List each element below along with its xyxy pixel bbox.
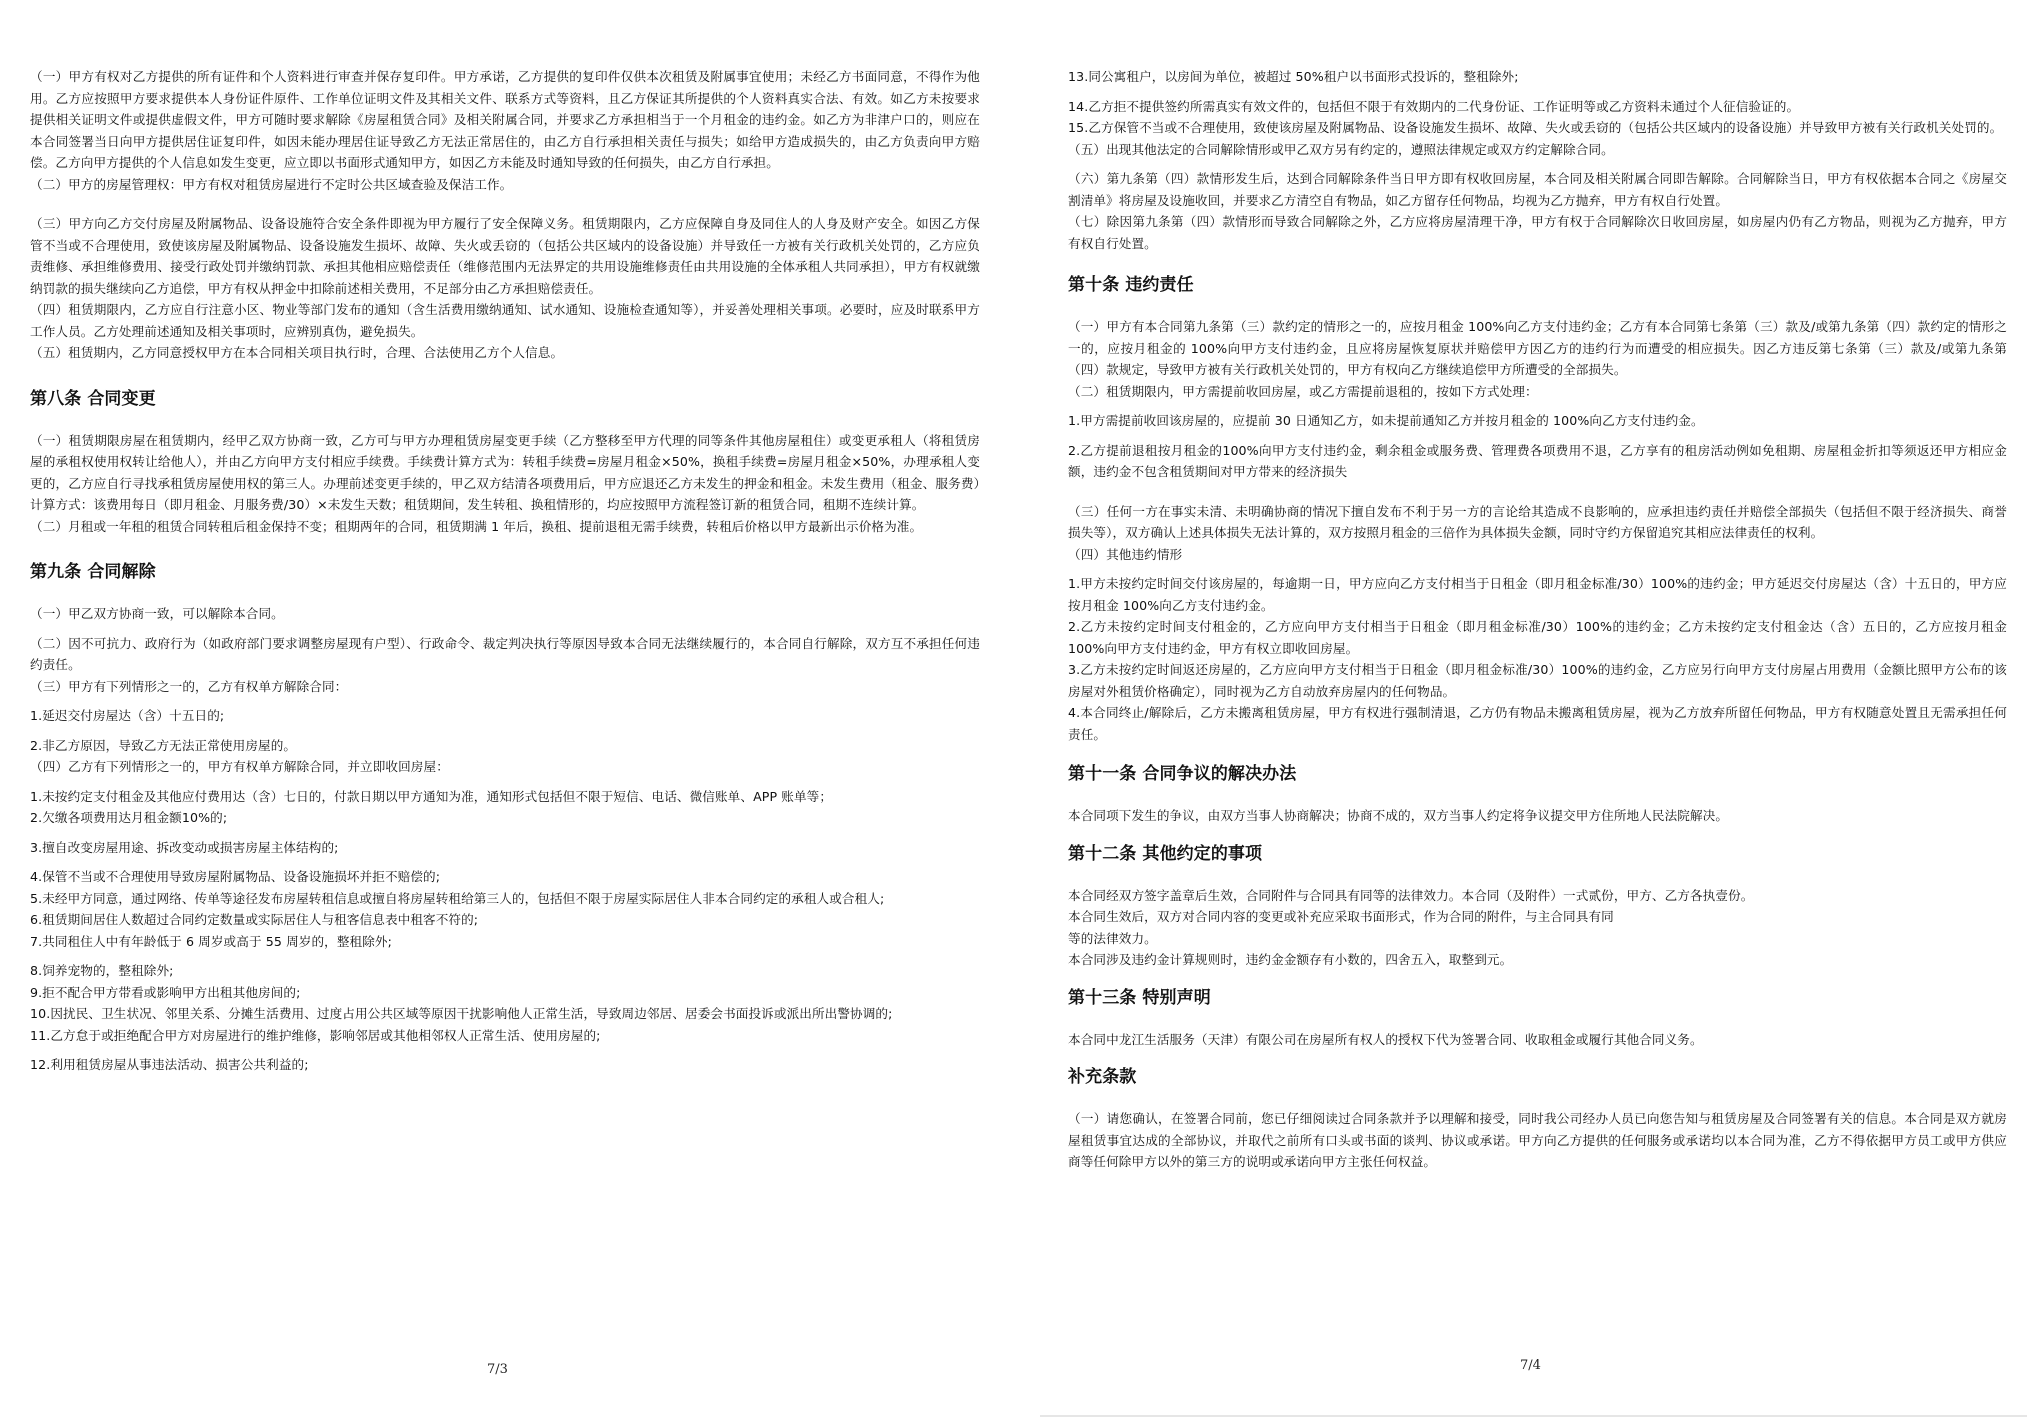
paragraph: （四）其他违约情形 (1068, 546, 1183, 562)
list-item: （七）除因第九条第（四）款情形而导致合同解除之外，乙方应将房屋清理干净，甲方有权于合同解除次日收回房屋，如房屋内仍有乙方物品，则视为乙方抛弃，甲方有权自行处置。 (1068, 214, 2007, 251)
paragraph: 本合同项下发生的争议，由双方当事人协商解决；协商不成的，双方当事人约定将争议提交甲方住所地人民法院解决。 (1068, 808, 1729, 823)
list-item: 15.乙方保管不当或不合理使用，致使该房屋及附属物品、设备设施发生损坏、故障、失火或丢窃的（包括公共区域内的设备设施）并导致甲方被有关行政机关处罚的。 (1068, 120, 2003, 135)
list-item: 13.同公寓租户，以房间为单位，被超过 50%租户以书面形式投诉的，整租除外; (1068, 69, 1519, 84)
list-item: 3.擅自改变房屋用途、拆改变动或损害房屋主体结构的; (30, 839, 339, 855)
paragraph: 1.甲方需提前收回该房屋的，应提前 30 日通知乙方，如未提前通知乙方并按月租金的 100%向乙方支付违约金。 (1068, 413, 1704, 428)
page-body (30, 66, 980, 1076)
section-heading-art11: 第十一条 合同争议的解决办法 (1068, 764, 1297, 784)
list-item: 7.共同租住人中有年龄低于 6 周岁或高于 55 周岁的，整租除外; (30, 933, 392, 949)
section-heading-art13: 第十三条 特别声明 (1068, 987, 1211, 1008)
section-heading-art10: 第十条 违约责任 (1068, 275, 1194, 295)
list-item: 12.利用租赁房屋从事违法活动、损害公共利益的; (30, 1057, 309, 1072)
paragraph: （一）租赁期限房屋在租赁期内，经甲乙双方协商一致，乙方可与甲方办理租赁房屋变更手续（乙方整移至甲方代理的同等条件其他房屋租住）或变更承租人（将租赁房屋的承租权使用权转让给他人），并由乙方向甲方支付相应手续费。手续费计算方式为：转租手续费=房屋月租金×50%，换租手续费=房屋月租金×50%，办理承租人变更的，乙方应自行寻找承租赁房屋使用权的第三人。办理前述变更手续的，甲乙双方结清各项费用后，甲方应退还乙方未发生的押金和租金。未发生费用（租金、服务费）计算方式：该费用每日（即月租金、月服务费/30）×未发生天数；租赁期间，发生转租、换租情形的，均应按照甲方流程签订新的租赁合同，租期不连续计算。 (30, 432, 980, 512)
section-heading-art9: 第九条 合同解除 (30, 562, 156, 582)
paragraph: （四）租赁期限内，乙方应自行注意小区、物业等部门发布的通知（含生活费用缴纳通知、试水通知、设施检查通知等），并妥善处理相关事项。必要时，应及时联系甲方工作人员。乙方处理前述通知及相关事项时，应辨别真伪，避免损失。 (30, 302, 980, 339)
paragraph: 等的法律效力。 (1068, 930, 1157, 946)
page-body (1068, 66, 2007, 1173)
paragraph: 本合同经双方签字盖章后生效，合同附件与合同具有同等的法律效力。本合同（及附件）一式贰份，甲方、乙方各执壹份。 (1068, 887, 1754, 903)
list-item: 11.乙方怠于或拒绝配合甲方对房屋进行的维护维修，影响邻居或其他相邻权人正常生活、使用房屋的; (30, 1027, 601, 1043)
page-number: 7/3 (487, 1362, 508, 1377)
list-item: （二）因不可抗力、政府行为（如政府部门要求调整房屋现有户型）、行政命令、裁定判决执行等原因导致本合同无法继续履行的，本合同自行解除，双方互不承担任何违约责任。 (30, 635, 980, 672)
contract-page-right (1040, 0, 2027, 1417)
paragraph: （二）甲方的房屋管理权：甲方有权对租赁房屋进行不定时公共区域查验及保洁工作。 (30, 176, 513, 192)
list-item: 10.因扰民、卫生状况、邻里关系、分摊生活费用、过度占用公共区域等原因干扰影响他人正常生活，导致周边邻居、居委会书面投诉或派出所出警协调的; (30, 1006, 893, 1021)
list-item: 2.非乙方原因，导致乙方无法正常使用房屋的。 (30, 737, 297, 753)
paragraph: （二）租赁期限内，甲方需提前收回房屋，或乙方需提前退租的，按如下方式处理： (1068, 383, 1538, 399)
list-item: 2.欠缴各项费用达月租金额10%的; (30, 810, 228, 825)
page-number: 7/4 (1520, 1358, 1541, 1373)
list-item: （一）甲乙双方协商一致，可以解除本合同。 (30, 606, 284, 621)
list-item: 6.租赁期间居住人数超过合同约定数量或实际居住人与租客信息表中租客不符的; (30, 912, 479, 927)
list-item: 1.未按约定支付租金及其他应付费用达（含）七日的，付款日期以甲方通知为准，通知形式包括但不限于短信、电话、微信账单、APP 账单等； (30, 788, 833, 804)
paragraph: （一）请您确认，在签署合同前，您已仔细阅读过合同条款并予以理解和接受，同时我公司经办人员已向您告知与租赁房屋及合同签署有关的信息。本合同是双方就房屋租赁事宜达成的全部协议，并取代之前所有口头或书面的谈判、协议或承诺。甲方向乙方提供的任何服务或承诺均以本合同为准，乙方不得依据甲方员工或甲方供应商等任何除甲方以外的第三方的说明或承诺向甲方主张任何权益。 (1068, 1111, 2007, 1169)
list-item: （五）出现其他法定的合同解除情形或甲乙双方另有约定的，遵照法律规定或双方约定解除合同。 (1068, 141, 1614, 157)
paragraph: 2.乙方未按约定时间支付租金的，乙方应向甲方支付相当于日租金（即月租金标准/30）100%的违约金；乙方未按约定支付租金达（含）五日的，乙方应按月租金 100%向甲方支付违约金，甲方有权立即收回房屋。 (1068, 619, 2007, 656)
paragraph: 本合同中龙江生活服务（天津）有限公司在房屋所有权人的授权下代为签署合同、收取租金或履行其他合同义务。 (1068, 1031, 1703, 1047)
list-item: 14.乙方拒不提供签约所需真实有效文件的，包括但不限于有效期内的二代身份证、工作证明等或乙方资料未通过个人征信验证的。 (1068, 98, 1800, 114)
paragraph: （二）月租或一年租的租赁合同转租后租金保持不变；租期两年的合同，租赁期满 1 年后，换租、提前退租无需手续费，转租后价格以甲方最新出示价格为准。 (30, 518, 923, 534)
paragraph: 本合同涉及违约金计算规则时，违约金金额存有小数的，四舍五入，取整到元。 (1068, 952, 1513, 967)
list-item: （六）第九条第（四）款情形发生后，达到合同解除条件当日甲方即有权收回房屋，本合同及相关附属合同即告解除。合同解除当日，甲方有权依据本合同之《房屋交割清单》将房屋及设施收回，并要求乙方清空自有物品，如乙方留存任何物品，均视为乙方抛弃，甲方有权自行处置。 (1068, 171, 2007, 208)
section-heading-art12: 第十二条 其他约定的事项 (1068, 843, 1263, 864)
paragraph: 本合同生效后，双方对合同内容的变更或补充应采取书面形式，作为合同的附件，与主合同具有同 (1068, 909, 1614, 924)
list-item: （四）乙方有下列情形之一的，甲方有权单方解除合同，并立即收回房屋： (30, 759, 449, 774)
page-gutter (1010, 0, 1040, 1417)
list-item: 5.未经甲方同意，通过网络、传单等途径发布房屋转租信息或擅自将房屋转租给第三人的，包括但不限于房屋实际居住人非本合同约定的承租人或合租人; (30, 890, 885, 906)
list-item: 9.拒不配合甲方带看或影响甲方出租其他房间的; (30, 984, 301, 1000)
paragraph: 1.甲方未按约定时间交付该房屋的，每逾期一日，甲方应向乙方支付相当于日租金（即月租金标准/30）100%的违约金；甲方延迟交付房屋达（含）十五日的，甲方应按月租金 100%向乙方支付违约金。 (1068, 576, 2007, 613)
paragraph: 2.乙方提前退租按月租金的100%向甲方支付违约金，剩余租金或服务费、管理费各项费用不退，乙方享有的租房活动例如免租期、房屋租金折扣等须返还甲方相应金额，违约金不包含租赁期间对甲方带来的经济损失 (1068, 442, 2007, 479)
list-item: 1.延迟交付房屋达（含）十五日的; (30, 708, 225, 723)
section-heading-supplement: 补充条款 (1068, 1067, 1137, 1087)
list-item: （三）甲方有下列情形之一的，乙方有权单方解除合同： (30, 678, 348, 694)
paragraph: （一）甲方有本合同第九条第（三）款约定的情形之一的，应按月租金 100%向乙方支付违约金；乙方有本合同第七条第（三）款及/或第九条第（四）款约定的情形之一的，应按月租金的 100%向甲方支付违约金，且应将房屋恢复原状并赔偿甲方因乙方的违约行为而遭受的相应损失。因乙方违反第七条第（三）款及/或第九条第（四）款规定，导致甲方被有关行政机关处罚的，甲方有权向乙方继续追偿甲方所遭受的全部损失。 (1068, 319, 2007, 377)
contract-page-left (0, 0, 1010, 1417)
section-heading-art8: 第八条 合同变更 (30, 388, 156, 409)
paragraph: （三）甲方向乙方交付房屋及附属物品、设备设施符合安全条件即视为甲方履行了安全保障义务。租赁期限内，乙方应保障自身及同住人的人身及财产安全。如因乙方保管不当或不合理使用，致使该房屋及附属物品、设备设施发生损坏、故障、失火或丢窃的（包括公共区域内的设备设施）并导致任一方被有关行政机关处罚的，乙方应负责维修、承担维修费用、接受行政处罚并缴纳罚款、承担其他相应赔偿责任（维修范围内无法界定的共用设施维修责任由共用设施的全体承租人共同承担），甲方有权就缴纳罚款的损失继续向乙方追偿，甲方有权从押金中扣除前述相关费用，不足部分由乙方承担赔偿责任。 (30, 216, 980, 296)
list-item: 4.保管不当或不合理使用导致房屋附属物品、设备设施损坏并拒不赔偿的; (30, 869, 441, 884)
paragraph: 3.乙方未按约定时间返还房屋的，乙方应向甲方支付相当于日租金（即月租金标准/30）100%的违约金，乙方应另行向甲方支付房屋占用费用（金额比照甲方公布的该房屋对外租赁价格确定），同时视为乙方自动放弃房屋内的任何物品。 (1068, 662, 2007, 699)
paragraph: （一）甲方有权对乙方提供的所有证件和个人资料进行审查并保存复印件。甲方承诺，乙方提供的复印件仅供本次租赁及附属事宜使用；未经乙方书面同意，不得作为他用。乙方应按照甲方要求提供本人身份证件原件、工作单位证明文件及其相关文件、联系方式等资料，且乙方保证其所提供的个人资料真实合法、有效。如乙方未按要求提供相关证明文件或提供虚假文件，甲方可随时要求解除《房屋租赁合同》及相关附属合同，并要求乙方承担相当于一个月租金的违约金。如乙方为非津户口的，则应在本合同签署当日向甲方提供居住证复印件，如因未能办理居住证导致乙方无法正常居住的，由乙方自行承担相关责任与损失；如给甲方造成损失的，由乙方负责向甲方赔偿。乙方向甲方提供的个人信息如发生变更，应立即以书面形式通知甲方，如因乙方未能及时通知导致的任何损失，由乙方自行承担。 (30, 69, 980, 170)
paragraph: 4.本合同终止/解除后，乙方未搬离租赁房屋，甲方有权进行强制清退，乙方仍有物品未搬离租赁房屋，视为乙方放弃所留任何物品，甲方有权随意处置且无需承担任何责任。 (1068, 705, 2007, 742)
paragraph: （五）租赁期内，乙方同意授权甲方在本合同相关项目执行时，合理、合法使用乙方个人信息。 (30, 345, 564, 360)
list-item: 8.饲养宠物的，整租除外; (30, 963, 174, 978)
paragraph: （三）任何一方在事实未清、未明确协商的情况下擅自发布不利于另一方的言论给其造成不良影响的，应承担违约责任并赔偿全部损失（包括但不限于经济损失、商誉损失等），双方确认上述具体损失无法计算的，双方按照月租金的三倍作为具体损失金额，同时守约方保留追究其相应法律责任的权利。 (1068, 503, 2007, 540)
